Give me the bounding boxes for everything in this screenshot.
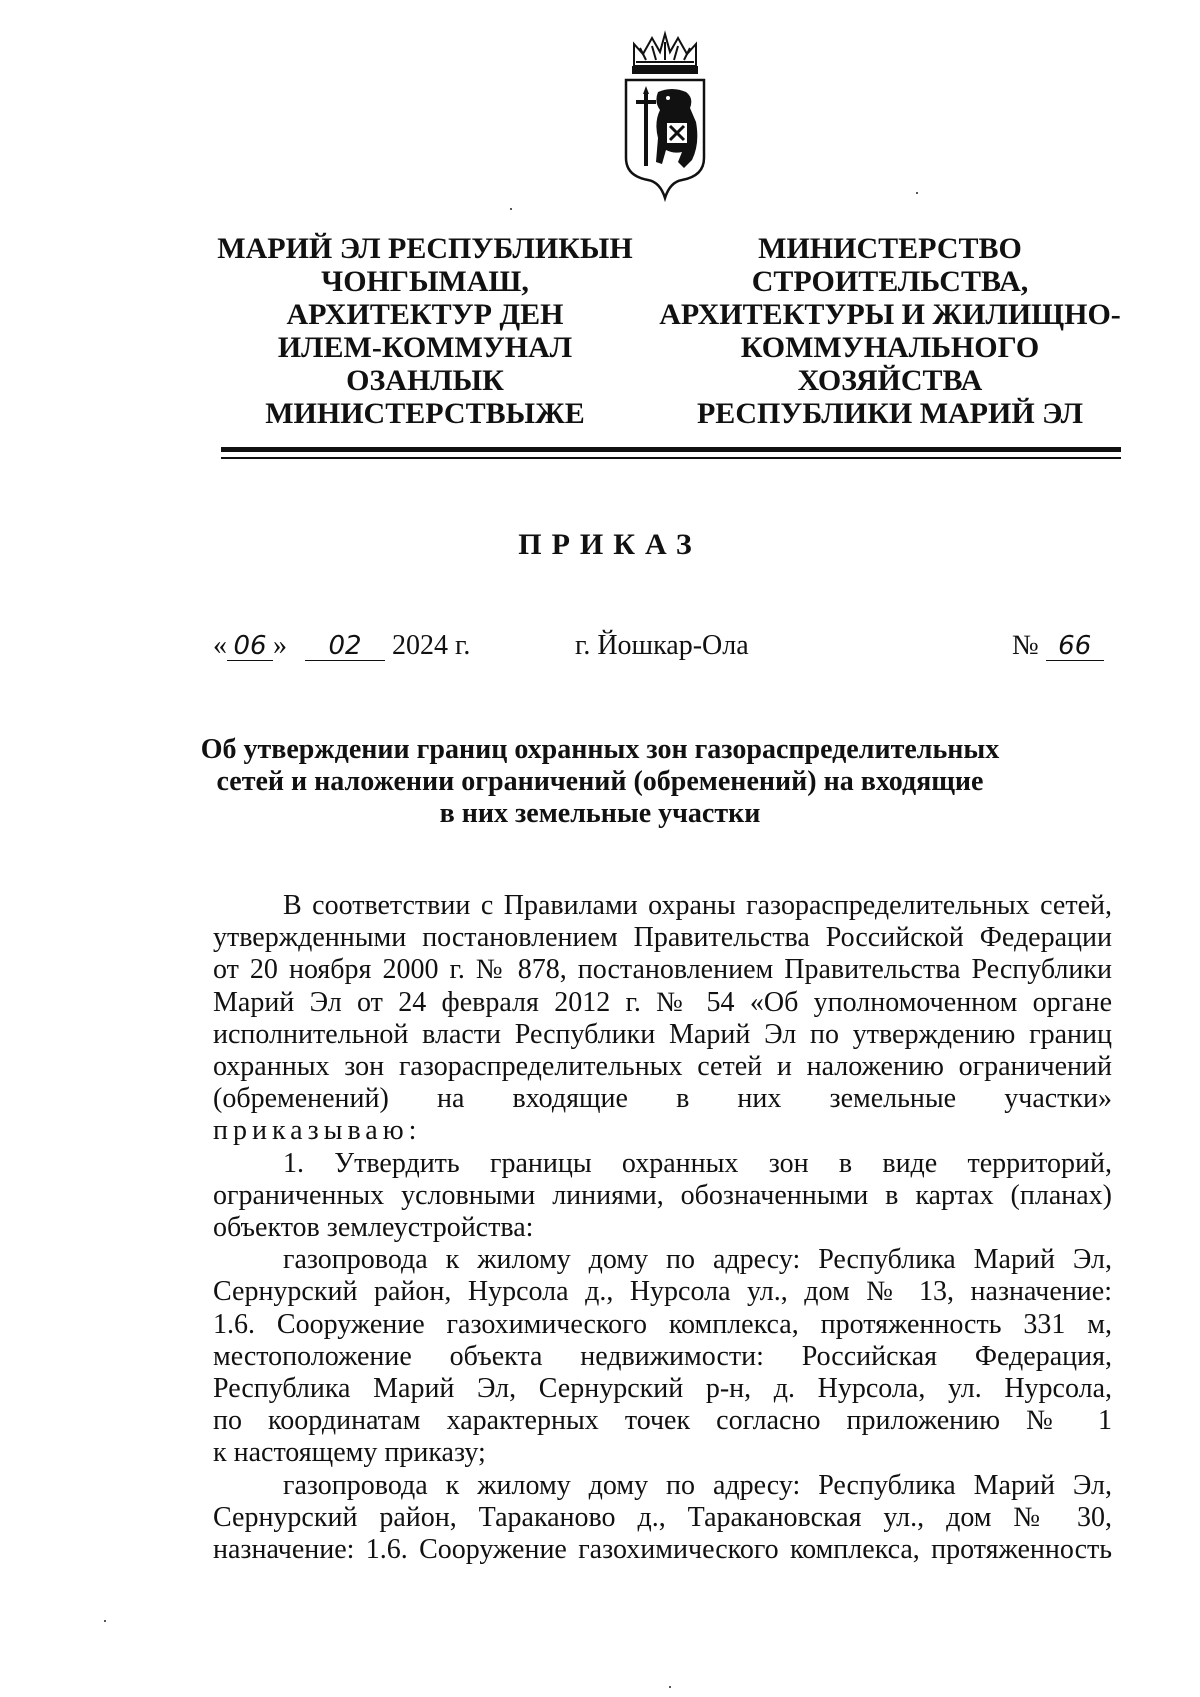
subject-line: в них земельные участки — [439, 798, 761, 829]
body-line: местоположение объекта недвижимости: Российская Федерация, — [213, 1340, 1112, 1372]
header-right-line: КОММУНАЛЬНОГО — [740, 331, 1040, 364]
body-line: объектов землеустройства: — [213, 1212, 534, 1244]
body-line: (обременений) на входящие в них земельные участки» — [213, 1083, 1112, 1115]
scan-speck — [916, 192, 918, 194]
order-date — [213, 630, 470, 662]
body-line: утвержденными постановлением Правительства Российской Федерации — [213, 922, 1112, 954]
body-line: Марий Эл от 24 февраля 2012 г. № 54 «Об уполномоченном органе — [213, 986, 1112, 1018]
body-line: исполнительной власти Республики Марий Эл по утверждению границ — [213, 1018, 1112, 1050]
header-left-line: МАРИЙ ЭЛ РЕСПУБЛИКЫН — [217, 232, 633, 265]
header-left-line: ЧОНГЫМАШ, — [321, 265, 529, 298]
body-line: 1.6. Сооружение газохимического комплекса, протяженность 331 м, — [213, 1308, 1112, 1340]
header-divider-thin — [221, 457, 1121, 459]
body-line: Республика Марий Эл, Сернурский р-н, д. Нурсола, ул. Нурсола, — [213, 1373, 1112, 1405]
scan-speck — [104, 1620, 106, 1622]
body-line: Сернурский район, Нурсола д., Нурсола ул., дом № 13, назначение: — [213, 1276, 1112, 1308]
body-line: от 20 ноября 2000 г. № 878, постановлением Правительства Республики — [213, 954, 1112, 986]
header-left-line: ИЛЕМ-КОММУНАЛ — [277, 331, 573, 364]
body-line: В соответствии с Правилами охраны газораспределительных сетей, — [283, 890, 1112, 921]
subject-line: сетей и наложении ограничений (обременений) на входящие — [216, 766, 984, 797]
body-line: газопровода к жилому дому по адресу: Республика Марий Эл, — [283, 1244, 1112, 1276]
order-year: 2024 г. — [392, 630, 471, 661]
order-subject — [0, 734, 1200, 830]
order-title: ПРИКАЗ — [518, 528, 702, 561]
quote-open: « — [213, 630, 227, 661]
subject-line: Об утверждении границ охранных зон газораспределительных — [200, 734, 1000, 765]
header-right-line: СТРОИТЕЛЬСТВА, — [751, 265, 1029, 298]
coat-of-arms-icon — [616, 26, 714, 202]
header-divider-thick — [221, 447, 1121, 452]
number-label: № — [1012, 630, 1039, 661]
header-right-ministry-name — [655, 232, 1125, 430]
body-line: 1. Утвердить границы охранных зон в виде территорий, — [283, 1147, 1112, 1179]
body-line: газопровода к жилому дому по адресу: Республика Марий Эл, — [283, 1469, 1112, 1501]
order-city: г. Йошкар-Ола — [575, 630, 749, 661]
body-line: по координатам характерных точек согласно приложению № 1 — [213, 1405, 1112, 1437]
body-line: охранных зон газораспределительных сетей и наложению ограничений — [213, 1051, 1112, 1083]
order-day: 06 — [227, 632, 273, 661]
quote-close: » — [273, 630, 287, 661]
header-right-line: ХОЗЯЙСТВА — [797, 364, 983, 397]
order-number — [1012, 630, 1104, 662]
body-line: ограниченных условными линиями, обозначенными в картах (планах) — [213, 1179, 1112, 1211]
header-right-line: МИНИСТЕРСТВО — [758, 232, 1022, 265]
header-left-line: АРХИТЕКТУР ДЕН — [286, 298, 564, 331]
body-line: к настоящему приказу; — [213, 1437, 486, 1469]
header-left-line: МИНИСТЕРСТВЫЖЕ — [265, 397, 585, 430]
header-right-line: АРХИТЕКТУРЫ И ЖИЛИЩНО- — [659, 298, 1121, 331]
order-word: приказываю: — [213, 1115, 422, 1147]
header-left-line: ОЗАНЛЫК — [346, 364, 504, 397]
scan-speck — [669, 1686, 671, 1688]
body-line: Сернурский район, Тараканово д., Таракановская ул., дом № 30, — [213, 1501, 1112, 1533]
header-right-line: РЕСПУБЛИКИ МАРИЙ ЭЛ — [696, 397, 1083, 430]
order-number-value: 66 — [1046, 632, 1104, 661]
order-month: 02 — [305, 632, 385, 661]
body-line: назначение: 1.6. Сооружение газохимического комплекса, протяженность — [213, 1534, 1112, 1566]
order-body — [213, 890, 1112, 1566]
header-left-ministry-name — [205, 232, 645, 430]
scan-speck — [510, 208, 512, 210]
